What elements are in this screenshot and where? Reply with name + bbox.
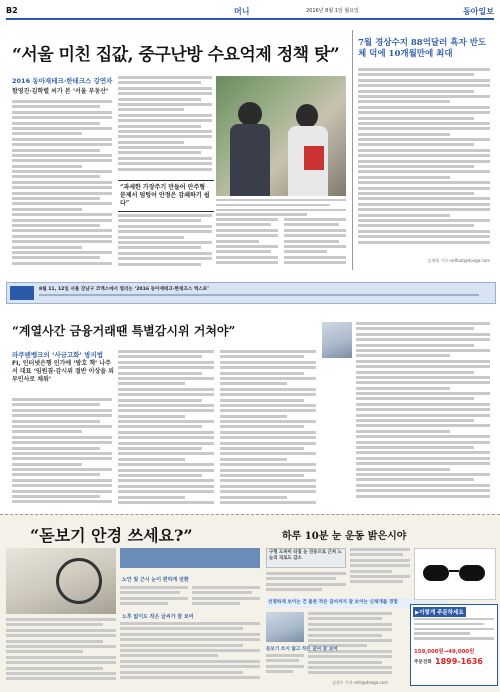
- person-2-head: [296, 104, 318, 128]
- photo-caption: [216, 199, 346, 217]
- ad-box-5: 돋보기 쓰지 않고 작은 글씨 잘 보여: [266, 647, 338, 652]
- page-number: B2: [6, 6, 18, 15]
- main-subtitle-2: 함영진·김학렬 씨가 본 ‘서울 부동산’: [12, 88, 109, 95]
- main-body-col-2b: [118, 214, 212, 270]
- ad-body-col-2b: [192, 586, 260, 610]
- order-box[interactable]: [410, 604, 498, 686]
- ad-box-1: 구형 도파미 터질 눈 진동으로 근처 노 눈의 피로도 감소: [266, 548, 346, 568]
- second-body-col-2: [118, 350, 214, 510]
- ad-box-3: 노안 및 근시 눈이 편하게 전환: [122, 577, 189, 583]
- ad-body-col-1: [6, 618, 116, 684]
- second-subtitle-2: FI, 인터넷은행 인가에 ‘방호 책’ 나주서 대표 ‘임원겸·감시위 절반 이상을 외부인사로 채워’: [12, 360, 114, 383]
- second-body-col-3: [220, 350, 316, 510]
- order-phone[interactable]: 1899-1636: [435, 657, 483, 666]
- order-price: 159,000원→49,000원: [414, 649, 475, 655]
- order-details: [414, 618, 494, 642]
- ad-photo-magnifier: [6, 548, 116, 614]
- ad-box-4: 노후 없이도 작은 글씨가 잘 보여: [122, 614, 194, 620]
- ad-body-col-4: [350, 548, 410, 594]
- publication-date: 2016년 8월 1일 월요일: [306, 8, 359, 14]
- sidebar-byline: 김재영 기자 redfoot@donga.com: [427, 258, 490, 263]
- portrait-photo: [322, 322, 352, 358]
- main-body-col-2: [118, 76, 212, 176]
- pull-quote: “과세한 가장주기 만들어 안주형 문제서 덤텅어 안정은 감쇄하기 쉽다”: [118, 180, 214, 212]
- banner-logo: [10, 286, 34, 300]
- order-title: ▶이렇게 주문하세요: [413, 607, 466, 617]
- glasses-lens-right-icon: [459, 565, 485, 581]
- ad-product-image: [414, 548, 496, 600]
- ad-body-col-3a: [266, 572, 346, 596]
- banner-detail-line: [39, 294, 479, 296]
- person-1-head: [238, 102, 262, 126]
- ad-box-2: 선명하게 보이는 건 물론 작은 글씨까지 잘 보이는 신체개를 경험: [266, 598, 446, 608]
- second-headline: “계열사간 금융거래땐 특별감시위 거쳐야”: [12, 324, 236, 338]
- person-1-body: [230, 124, 270, 196]
- ad-photo-strip: [120, 548, 260, 568]
- sidebar-headline: 7월 경상수지 88억달러 흑자 반도체 덕에 10개월만에 최대: [358, 38, 487, 59]
- newspaper-logo: 동아일보: [463, 6, 494, 16]
- ad-headline-1: “돋보기 안경 쓰세요?”: [30, 526, 193, 545]
- ad-byline: 김성수 기자 sshl@donga.com: [331, 680, 388, 685]
- second-body-col-1: [12, 398, 112, 510]
- main-headline: “서울 미친 집값, 중구난방 수요억제 정책 탓”: [12, 45, 340, 65]
- second-subtitle-1: 라쿠텐뱅크의 ‘사금고화’ 방지법: [12, 351, 104, 359]
- main-body-col-1: [12, 100, 112, 270]
- main-subtitle-1: 2016 동아재테크·한태크스 강연자: [12, 77, 113, 85]
- page-header: [6, 6, 494, 20]
- magnifier-icon: [56, 558, 102, 604]
- phone-label: 주문전화: [414, 660, 432, 665]
- section-name: 머니: [234, 7, 250, 16]
- glasses-bridge-icon: [449, 570, 459, 572]
- banner-text: 8월 11, 12일 서울 강남구 코엑스에서 열리는 ‘2016 동아재테크·한태크스 엑스포’: [39, 287, 209, 292]
- event-ad-banner[interactable]: [6, 282, 496, 304]
- ad-photo-person: [266, 612, 304, 642]
- article-photo: [216, 76, 346, 196]
- second-body-col-4: [356, 322, 490, 510]
- column-divider: [352, 30, 353, 270]
- sidebar-body: [358, 68, 490, 248]
- book-prop: [304, 146, 324, 170]
- ad-body-col-2a: [120, 586, 188, 610]
- ad-body-col-2c: [120, 622, 260, 684]
- ad-headline-2: 하루 10분 눈 운동 밝은시야: [282, 531, 407, 542]
- main-body-col-4: [284, 218, 346, 270]
- glasses-lens-left-icon: [423, 565, 449, 581]
- main-body-col-3: [216, 218, 278, 270]
